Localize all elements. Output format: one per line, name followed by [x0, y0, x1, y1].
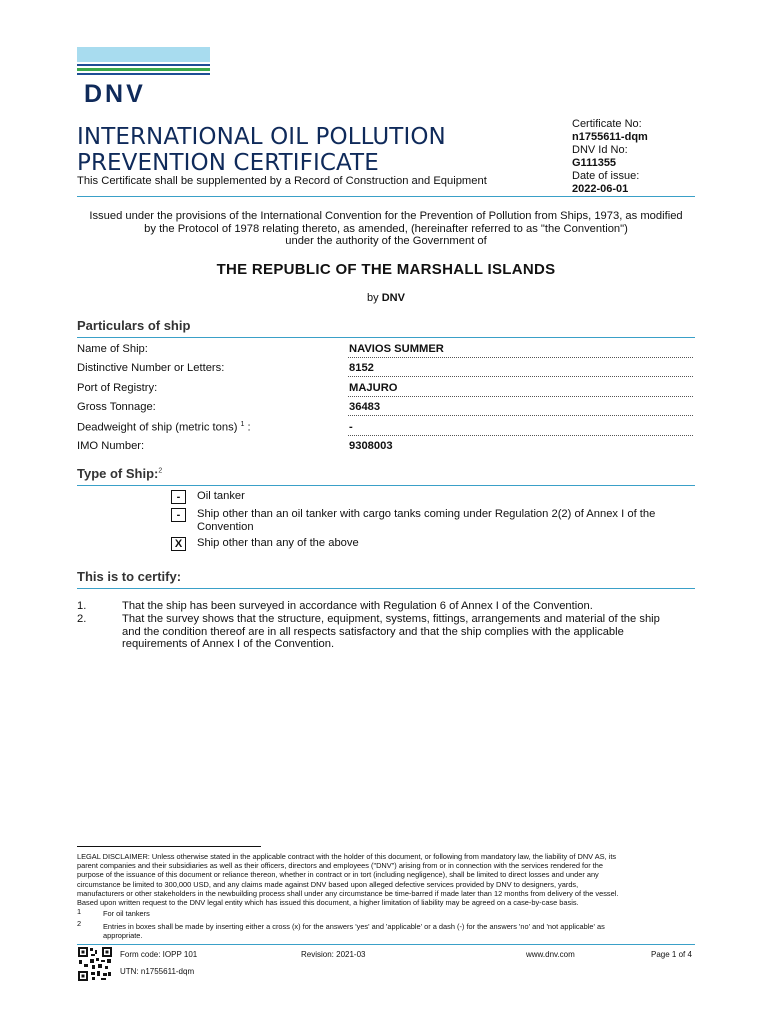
- page-number: Page 1 of 4: [651, 950, 692, 959]
- footnote-number: 1: [77, 907, 82, 916]
- particular-row: [77, 382, 695, 400]
- ship-type-option-label: [197, 490, 697, 503]
- particular-row: [77, 421, 695, 439]
- particular-row: [77, 362, 695, 380]
- deadweight-label: Deadweight of ship (metric tons): [77, 421, 238, 434]
- issuer-byline: [77, 292, 695, 304]
- ship-type-checkbox[interactable]: X: [171, 537, 186, 551]
- logo-stripe-green: [77, 68, 210, 71]
- byline-org: DNV: [381, 292, 405, 304]
- utn: UTN: n1755611-dqm: [120, 967, 195, 976]
- particular-label: IMO Number:: [77, 440, 145, 452]
- particular-label: [77, 421, 251, 434]
- footnote-text: [103, 922, 697, 940]
- certify-item-text: [122, 600, 702, 613]
- qr-code-icon: [77, 946, 113, 982]
- cert-no-label: Certificate No:: [572, 118, 642, 130]
- particular-row: [77, 440, 695, 458]
- website-link[interactable]: www.dnv.com: [526, 950, 575, 959]
- particular-label: Distinctive Number or Letters:: [77, 362, 225, 374]
- particular-value: -: [348, 421, 693, 436]
- particular-row: [77, 343, 695, 361]
- particular-value: NAVIOS SUMMER: [348, 343, 693, 358]
- footnote-text: For oil tankers: [103, 909, 150, 918]
- option-line: Oil tanker: [197, 490, 245, 502]
- disclaimer-line: purpose of the issuance of this document or reliance thereon, whether in contract or in tort (including negligence), shall be limited to direct losses and under any: [77, 870, 599, 880]
- certify-line: That the ship has been surveyed in accordance with Regulation 6 of Annex I of the Convention.: [122, 600, 593, 612]
- certify-item-text: [122, 613, 702, 651]
- logo-wordmark: DNV: [84, 80, 146, 108]
- byline-prefix: by: [367, 292, 382, 304]
- particular-value: MAJURO: [348, 382, 693, 397]
- particular-label: Name of Ship:: [77, 343, 148, 355]
- issued-statement: [70, 210, 702, 248]
- ship-type-heading: [77, 466, 162, 481]
- deadweight-suffix: :: [244, 421, 251, 434]
- header-divider: [77, 196, 695, 197]
- certify-divider: [77, 588, 695, 589]
- certify-line: and the condition thereof are in all respects satisfactory and that the ship complies with the applicable: [122, 625, 624, 638]
- disclaimer-line: Based upon written request to the DNV legal entity which has issued this document, a higher limitation of liability may be agreed on a case-by-case basis.: [77, 898, 579, 908]
- disclaimer-line: circumstance be limited to 300,000 USD, and any claims made against DNV based upon alleged defective services provided by DNV to designers, yards,: [77, 879, 579, 889]
- flag-state: THE REPUBLIC OF THE MARSHALL ISLANDS: [216, 261, 556, 278]
- footnote-number: 2: [77, 919, 82, 928]
- issued-line: by the Protocol of 1978 relating thereto, as amended, (hereinafter referred to as "the Convention"): [144, 222, 628, 235]
- ship-type-checkbox[interactable]: -: [171, 508, 186, 522]
- logo-stripe-light: [77, 47, 210, 62]
- particular-value: 36483: [348, 401, 693, 416]
- logo-stripe-blue: [77, 64, 210, 66]
- option-line: Ship other than any of the above: [197, 537, 359, 549]
- option-line: Convention: [197, 520, 254, 533]
- footnote-ref: 1: [240, 421, 245, 428]
- form-code: Form code: IOPP 101: [120, 950, 198, 959]
- certify-item-number: 1.: [77, 600, 87, 612]
- cert-no-value: n1755611-dqm: [572, 131, 648, 143]
- footnote-ref: 2: [158, 467, 163, 475]
- particular-label: Port of Registry:: [77, 382, 158, 394]
- date-value: 2022-06-01: [572, 183, 629, 195]
- legal-disclaimer: [77, 852, 697, 907]
- issued-line: under the authority of the Government of: [285, 235, 487, 248]
- certificate-info: [572, 118, 648, 196]
- revision: Revision: 2021-03: [301, 950, 366, 959]
- certify-heading: This is to certify:: [77, 569, 182, 584]
- ship-type-divider: [77, 485, 695, 486]
- footnote-line: Entries in boxes shall be made by inserting either a cross (x) for the answers 'yes' and 'applicable' or a dash (-) for the answers 'no' and 'not applicable' as: [103, 922, 605, 931]
- ship-type-heading-text: Type of Ship:: [77, 466, 159, 481]
- dnv-id-label: DNV Id No:: [572, 144, 628, 156]
- ship-type-option-label: [197, 537, 697, 550]
- particulars-divider: [77, 337, 695, 338]
- certify-line: That the survey shows that the structure, equipment, systems, fittings, arrangements and material of the ship: [122, 613, 660, 625]
- certificate-title-line2: PREVENTION CERTIFICATE: [77, 150, 379, 176]
- particular-value: 9308003: [349, 440, 393, 452]
- date-label: Date of issue:: [572, 170, 640, 182]
- footnote-line: appropriate.: [103, 931, 143, 941]
- certify-line: requirements of Annex I of the Convention.: [122, 638, 335, 651]
- disclaimer-line: LEGAL DISCLAIMER: Unless otherwise stated in the applicable contract with the holder of this document, or following from mandatory law, the liability of DNV AS, its: [77, 852, 617, 861]
- option-line: Ship other than an oil tanker with cargo tanks coming under Regulation 2(2) of Annex I of the: [197, 508, 656, 520]
- disclaimer-line: parent companies and their subsidiaries as well as their officers, directors and employees ("DNV") arising from or in connection with the services rendered for the: [77, 861, 603, 871]
- logo-stripe-navy: [77, 73, 210, 75]
- certificate-subtitle: This Certificate shall be supplemented by a Record of Construction and Equipment: [77, 175, 487, 187]
- certificate-title-line1: INTERNATIONAL OIL POLLUTION: [77, 124, 446, 150]
- disclaimer-line: manufacturers or other stakeholders in the newbuilding process shall under any circumstance be time-barred if made later than 12 months from delivery of the vessel.: [77, 888, 619, 898]
- particular-row: [77, 401, 695, 419]
- footer-divider: [77, 944, 695, 945]
- issued-line: Issued under the provisions of the International Convention for the Prevention of Pollution from Ships, 1973, as modified: [89, 210, 683, 222]
- dnv-id-value: G111355: [572, 157, 617, 169]
- ship-type-checkbox[interactable]: -: [171, 490, 186, 504]
- footnote-divider: [77, 846, 261, 847]
- particular-value: 8152: [348, 362, 693, 377]
- ship-type-option-label: [197, 508, 697, 533]
- certify-item-number: 2.: [77, 613, 87, 625]
- particular-label: Gross Tonnage:: [77, 401, 156, 413]
- particulars-heading: Particulars of ship: [77, 318, 191, 333]
